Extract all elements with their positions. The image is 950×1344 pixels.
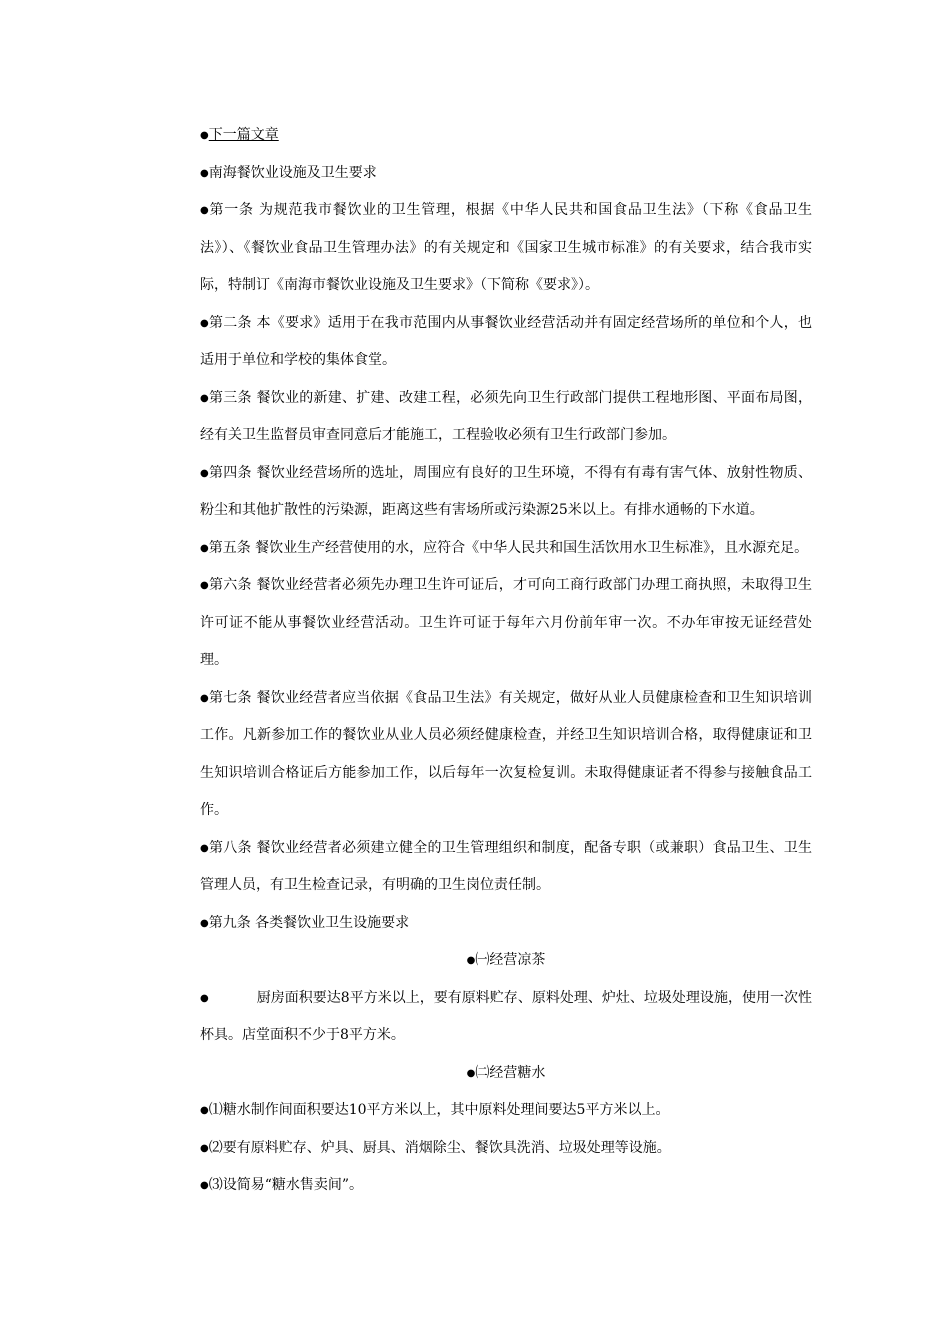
article-text: 第六条 餐饮业经营者必须先办理卫生许可证后，才可向工商行政部门办理工商执照，未取得卫生许可证不能从事餐饮业经营活动。卫生许可证于每年六月份前年审一次。不办年审按无证经营处理。 xyxy=(200,577,812,668)
next-article-line xyxy=(200,117,812,155)
section-heading: ㈡经营糖水 xyxy=(475,1064,546,1081)
bullet-icon: ● xyxy=(466,955,476,966)
section-2-item-2 xyxy=(200,1130,812,1168)
bullet-icon: ● xyxy=(200,1105,209,1116)
article-text: 第八条 餐饮业经营者必须建立健全的卫生管理组织和制度，配备专职（或兼职）食品卫生、卫生管理人员，有卫生检查记录，有明确的卫生岗位责任制。 xyxy=(200,839,812,893)
bullet-icon: ● xyxy=(200,317,209,329)
article-text: 第一条 为规范我市餐饮业的卫生管理，根据《中华人民共和国食品卫生法》（下称《食品卫生法》）、《餐饮业食品卫生管理办法》的有关规定和《国家卫生城市标准》的有关要求，结合我市实际，特制订《南海市餐饮业设施及卫生要求》（下简称《要求》）。 xyxy=(200,202,812,293)
section-body: 厨房面积要达8平方米以上，要有原料贮存、原料处理、炉灶、垃圾处理设施，使用一次性杯具。店堂面积不少于8平方米。 xyxy=(200,989,812,1043)
bullet-icon: ● xyxy=(200,842,209,854)
bullet-icon: ● xyxy=(200,542,209,554)
title-line xyxy=(200,155,812,193)
article-text: 第四条 餐饮业经营场所的选址，周围应有良好的卫生环境，不得有有毒有害气体、放射性物质、粉尘和其他扩散性的污染源，距离这些有害场所或污染源25米以上。有排水通畅的下水道。 xyxy=(200,464,812,518)
article-text: 第二条 本《要求》适用于在我市范围内从事餐饮业经营活动并有固定经营场所的单位和个人，也适用于单位和学校的集体食堂。 xyxy=(200,314,812,368)
section-heading: ㈠经营凉茶 xyxy=(475,952,546,968)
bullet-icon: ● xyxy=(200,167,209,179)
bullet-icon: ● xyxy=(200,205,209,216)
bullet-icon: ● xyxy=(200,130,209,141)
article-text: 第七条 餐饮业经营者应当依据《食品卫生法》有关规定，做好从业人员健康检查和卫生知识培训工作。凡新参加工作的餐饮业从业人员必须经健康检查，并经卫生知识培训合格，取得健康证和卫生知识培训合格证后方能参加工作，以后每年一次复检复训。未取得健康证者不得参与接触食品工作。 xyxy=(200,689,812,818)
article-3 xyxy=(200,380,812,455)
bullet-icon: ● xyxy=(200,580,209,591)
list-item: ⑴糖水制作间面积要达10平方米以上，其中原料处理间要达5平方米以上。 xyxy=(208,1102,670,1118)
article-text: 第五条 餐饮业生产经营使用的水，应符合《中华人民共和国生活饮用水卫生标准》，且水源充足。 xyxy=(208,539,809,556)
section-2-item-3 xyxy=(200,1167,812,1205)
list-item: ⑵要有原料贮存、炉具、厨具、消烟除尘、餐饮具洗消、垃圾处理等设施。 xyxy=(208,1139,671,1156)
section-1-body xyxy=(200,980,812,1055)
section-1-heading xyxy=(200,942,812,980)
section-2-heading xyxy=(200,1055,812,1093)
article-9 xyxy=(200,905,812,943)
bullet-icon: ● xyxy=(200,992,209,1004)
article-5 xyxy=(200,530,812,568)
bullet-icon: ● xyxy=(466,1067,476,1079)
section-2-item-1 xyxy=(200,1092,812,1130)
page-title: 南海餐饮业设施及卫生要求 xyxy=(208,164,377,181)
article-8 xyxy=(200,830,812,905)
list-item: ⑶设简易“糖水售卖间”。 xyxy=(208,1177,364,1193)
next-article-link[interactable]: 下一篇文章 xyxy=(208,127,279,143)
bullet-icon: ● xyxy=(200,1142,209,1154)
article-1 xyxy=(200,192,812,305)
document-page xyxy=(200,117,812,1205)
bullet-icon: ● xyxy=(200,392,209,404)
bullet-icon: ● xyxy=(200,917,209,929)
bullet-icon: ● xyxy=(200,467,209,479)
article-2 xyxy=(200,305,812,380)
article-7 xyxy=(200,680,812,830)
bullet-icon: ● xyxy=(200,1180,209,1191)
article-text: 第九条 各类餐饮业卫生设施要求 xyxy=(208,914,410,931)
article-text: 第三条 餐饮业的新建、扩建、改建工程，必须先向卫生行政部门提供工程地形图、平面布局图，经有关卫生监督员审查同意后才能施工，工程验收必须有卫生行政部门参加。 xyxy=(200,389,812,443)
article-4 xyxy=(200,455,812,530)
bullet-icon: ● xyxy=(200,692,209,704)
article-6 xyxy=(200,567,812,680)
